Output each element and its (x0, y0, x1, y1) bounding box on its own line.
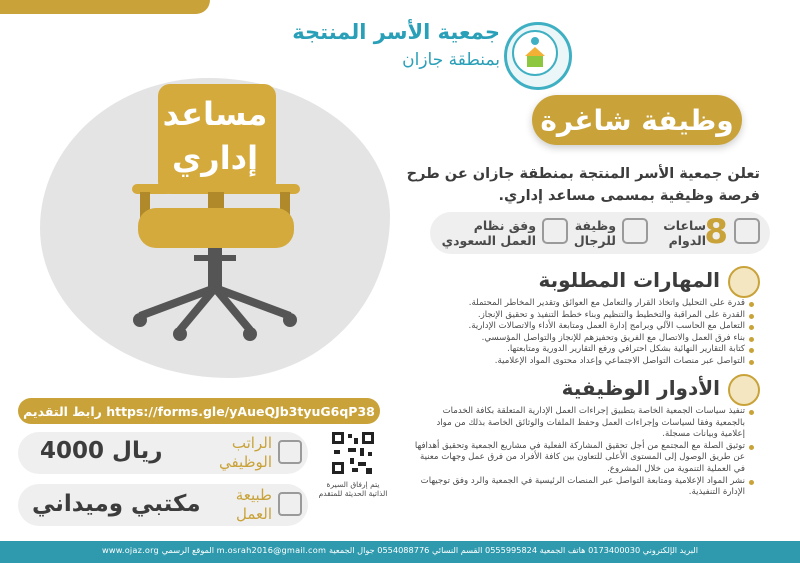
list-item: بناء فرق العمل والاتصال مع الفريق وتحفيزهم للإنجاز والتواصل المؤسسي. (414, 333, 754, 345)
job-title-line1: مساعد (162, 95, 268, 133)
labor-system-line2: العمل السعودي (441, 233, 536, 248)
list-item: كتابة التقارير النهائية بشكل احترافي ورفع التقارير الدورية ومتابعتها. (414, 344, 754, 356)
work-nature-label-line2: العمل (235, 505, 272, 523)
salary-label-line1: الراتب (231, 434, 272, 452)
roles-icon (728, 374, 760, 406)
org-name-line2: بمنطقة جازان (402, 50, 500, 70)
list-item: قدرة على التحليل واتخاذ القرار والتعامل مع العوائق وتقدير المخاطر المحتملة. (414, 298, 754, 310)
apply-link[interactable]: رابط التقديم https://forms.gle/yAueQJb3tyuG6qP38 (18, 398, 380, 424)
work-nature-value: مكتبي وميداني (32, 491, 201, 517)
roles-heading: الأدوار الوظيفية (561, 376, 720, 400)
work-nature-label (206, 486, 272, 524)
handshake-icon (542, 218, 568, 244)
vacancy-heading: وظيفة شاغرة (540, 103, 734, 137)
skills-list (414, 298, 754, 368)
salary-value: 4000 ريال (40, 438, 163, 464)
man-icon (622, 218, 648, 244)
vacancy-banner (532, 95, 742, 145)
top-corner-accent (0, 0, 210, 14)
gender-label-line1: وظيفة (574, 218, 616, 233)
org-logo-icon (504, 22, 572, 90)
desk-icon (278, 492, 302, 516)
labor-system-line1: وفق نظام (473, 218, 536, 233)
work-nature-label-line1: طبيعة (235, 486, 272, 504)
salary-label-line2: الوظيفي (218, 453, 272, 471)
job-title-on-chair (150, 92, 280, 180)
money-icon (278, 440, 302, 464)
roles-list (414, 406, 754, 499)
hours-label-line1: ساعات (663, 218, 706, 233)
list-item: نشر المواد الإعلامية ومتابعة التواصل عبر المنصات الرئيسية في الجمعية والرد وفق توجيهات الإدارة التنفيذية. (414, 476, 754, 499)
qr-caption: يتم إرفاق السيرة الذاتية الحديثة للمتقدم (318, 480, 388, 498)
list-item: توثيق الصلة مع المجتمع من أجل تحقيق المشاركة الفعلية في مشاريع الجمعية وتحقيق أهدافها عن طريق الوصول إلى المستوى الأعلى للتعاون بين كافة الأفراد من فرق عمل وجهات معنية في العملية التنموية من خلال المشروع. (414, 441, 754, 476)
job-title-line2: إداري (171, 139, 259, 177)
gender-label-line2: للرجال (573, 233, 616, 248)
list-item: التعامل مع الحاسب الآلي وبرامج إدارة العمل ومتابعة الأداء والاتصالات الإدارية. (414, 321, 754, 333)
list-item: التواصل عبر منصات التواصل الاجتماعي وإعداد محتوى المواد الإعلامية. (414, 356, 754, 368)
hours-number: 8 (704, 212, 728, 252)
skills-heading: المهارات المطلوبة (538, 268, 720, 292)
clock-icon (734, 218, 760, 244)
list-item: تنفيذ سياسات الجمعية الخاصة بتطبيق إجراءات العمل الإدارية المتعلقة بكافة الخدمات بالجمعية وفقا لسياسات وإجراءات العمل وحفظ الملفات والوثائق الخاصة بذلك من مواد إعلامية وبيانات مسجلة. (414, 406, 754, 441)
hours-label (663, 218, 706, 248)
gender-label (574, 218, 616, 248)
intro-text: تعلن جمعية الأسر المنتجة بمنطقة جازان عن طرح فرصة وظيفية بمسمى مساعد إداري. (406, 166, 760, 204)
labor-system-label (442, 218, 536, 248)
org-name-line1: جمعية الأسر المنتجة (292, 20, 500, 44)
qr-code-icon[interactable] (330, 430, 376, 476)
list-item: القدرة على المراقبة والتخطيط والتنظيم وبناء خطط التنفيذ و تحقيق الإنجاز. (414, 310, 754, 322)
hours-label-line2: الدوام (668, 233, 706, 248)
logo-emblem-icon (507, 25, 563, 81)
skills-icon (728, 266, 760, 298)
salary-label (196, 434, 272, 472)
footer-contacts: www.ojaz.org الموقع الرسمي m.osrah2016@gmail.com البريد الإلكتروني 0173400030 هاتف الجمعية 0555995824 القسم النسائي 0554088776 جوال الجمعية (101, 545, 699, 555)
